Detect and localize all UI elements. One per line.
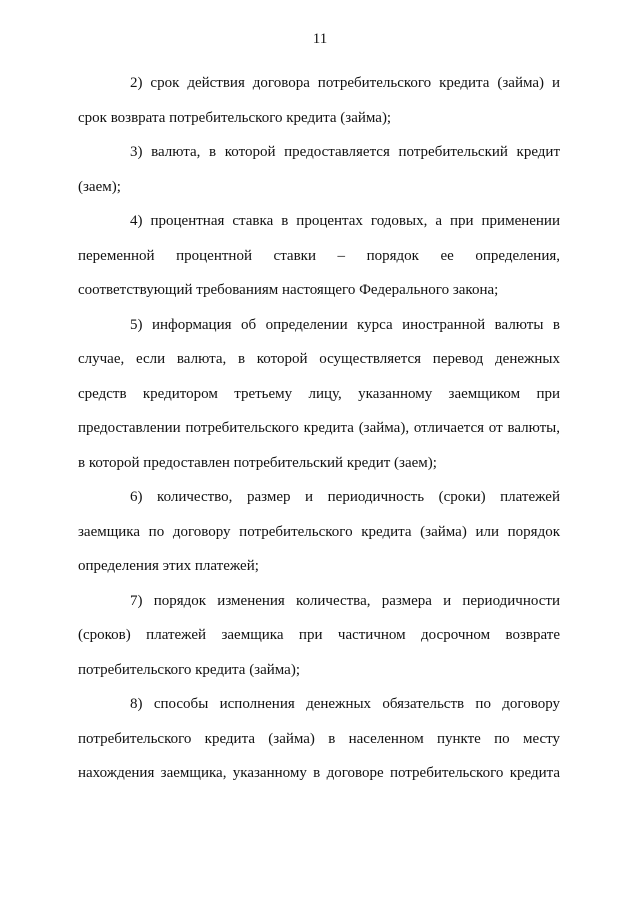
paragraph-item-8: [78, 687, 560, 791]
paragraph-line: потребительского кредита (займа) в населенном пункте по месту: [78, 730, 560, 747]
paragraph-line: заемщика по договору потребительского кредита (займа) или порядок: [78, 523, 560, 540]
paragraph-line: 7) порядок изменения количества, размера и периодичности: [130, 592, 560, 609]
paragraph-line: 2) срок действия договора потребительского кредита (займа) и: [130, 75, 560, 91]
paragraph-item-5: [78, 308, 560, 481]
paragraph-line: (заем);: [78, 178, 121, 195]
page-number: 11: [312, 31, 328, 47]
paragraph-line: 4) процентная ставка в процентах годовых, а при применении: [130, 213, 560, 229]
paragraph-line: потребительского кредита (займа);: [78, 661, 301, 678]
paragraph-item-6: [78, 480, 560, 584]
paragraph-line: соответствующий требованиям настоящего Федерального закона;: [78, 282, 499, 298]
paragraph-line: 5) информация об определении курса иностранной валюты в: [130, 316, 560, 333]
paragraph-item-3: [78, 135, 560, 204]
paragraph-line: средств кредитором третьему лицу, указанному заемщиком при: [78, 385, 560, 402]
paragraph-line: предоставлении потребительского кредита (займа), отличается от валюты,: [78, 420, 560, 436]
paragraph-item-7: [78, 584, 560, 688]
paragraph-line: 6) количество, размер и периодичность (сроки) платежей: [130, 489, 560, 505]
paragraph-line: 3) валюта, в которой предоставляется потребительский кредит: [130, 144, 560, 160]
paragraph-line: нахождения заемщика, указанному в договоре потребительского кредита: [78, 765, 560, 781]
paragraph-line: срок возврата потребительского кредита (займа);: [78, 109, 392, 126]
document-body: [78, 66, 560, 791]
paragraph-line: 8) способы исполнения денежных обязательств по договору: [130, 696, 560, 712]
paragraph-line: случае, если валюта, в которой осуществляется перевод денежных: [78, 351, 560, 367]
paragraph-line: (сроков) платежей заемщика при частичном досрочном возврате: [78, 627, 560, 643]
paragraph-item-2: [78, 66, 560, 135]
paragraph-line: переменной процентной ставки – порядок ее определения,: [78, 247, 560, 264]
paragraph-line: в которой предоставлен потребительский кредит (заем);: [78, 454, 437, 471]
paragraph-line: определения этих платежей;: [78, 558, 259, 574]
paragraph-item-4: [78, 204, 560, 308]
